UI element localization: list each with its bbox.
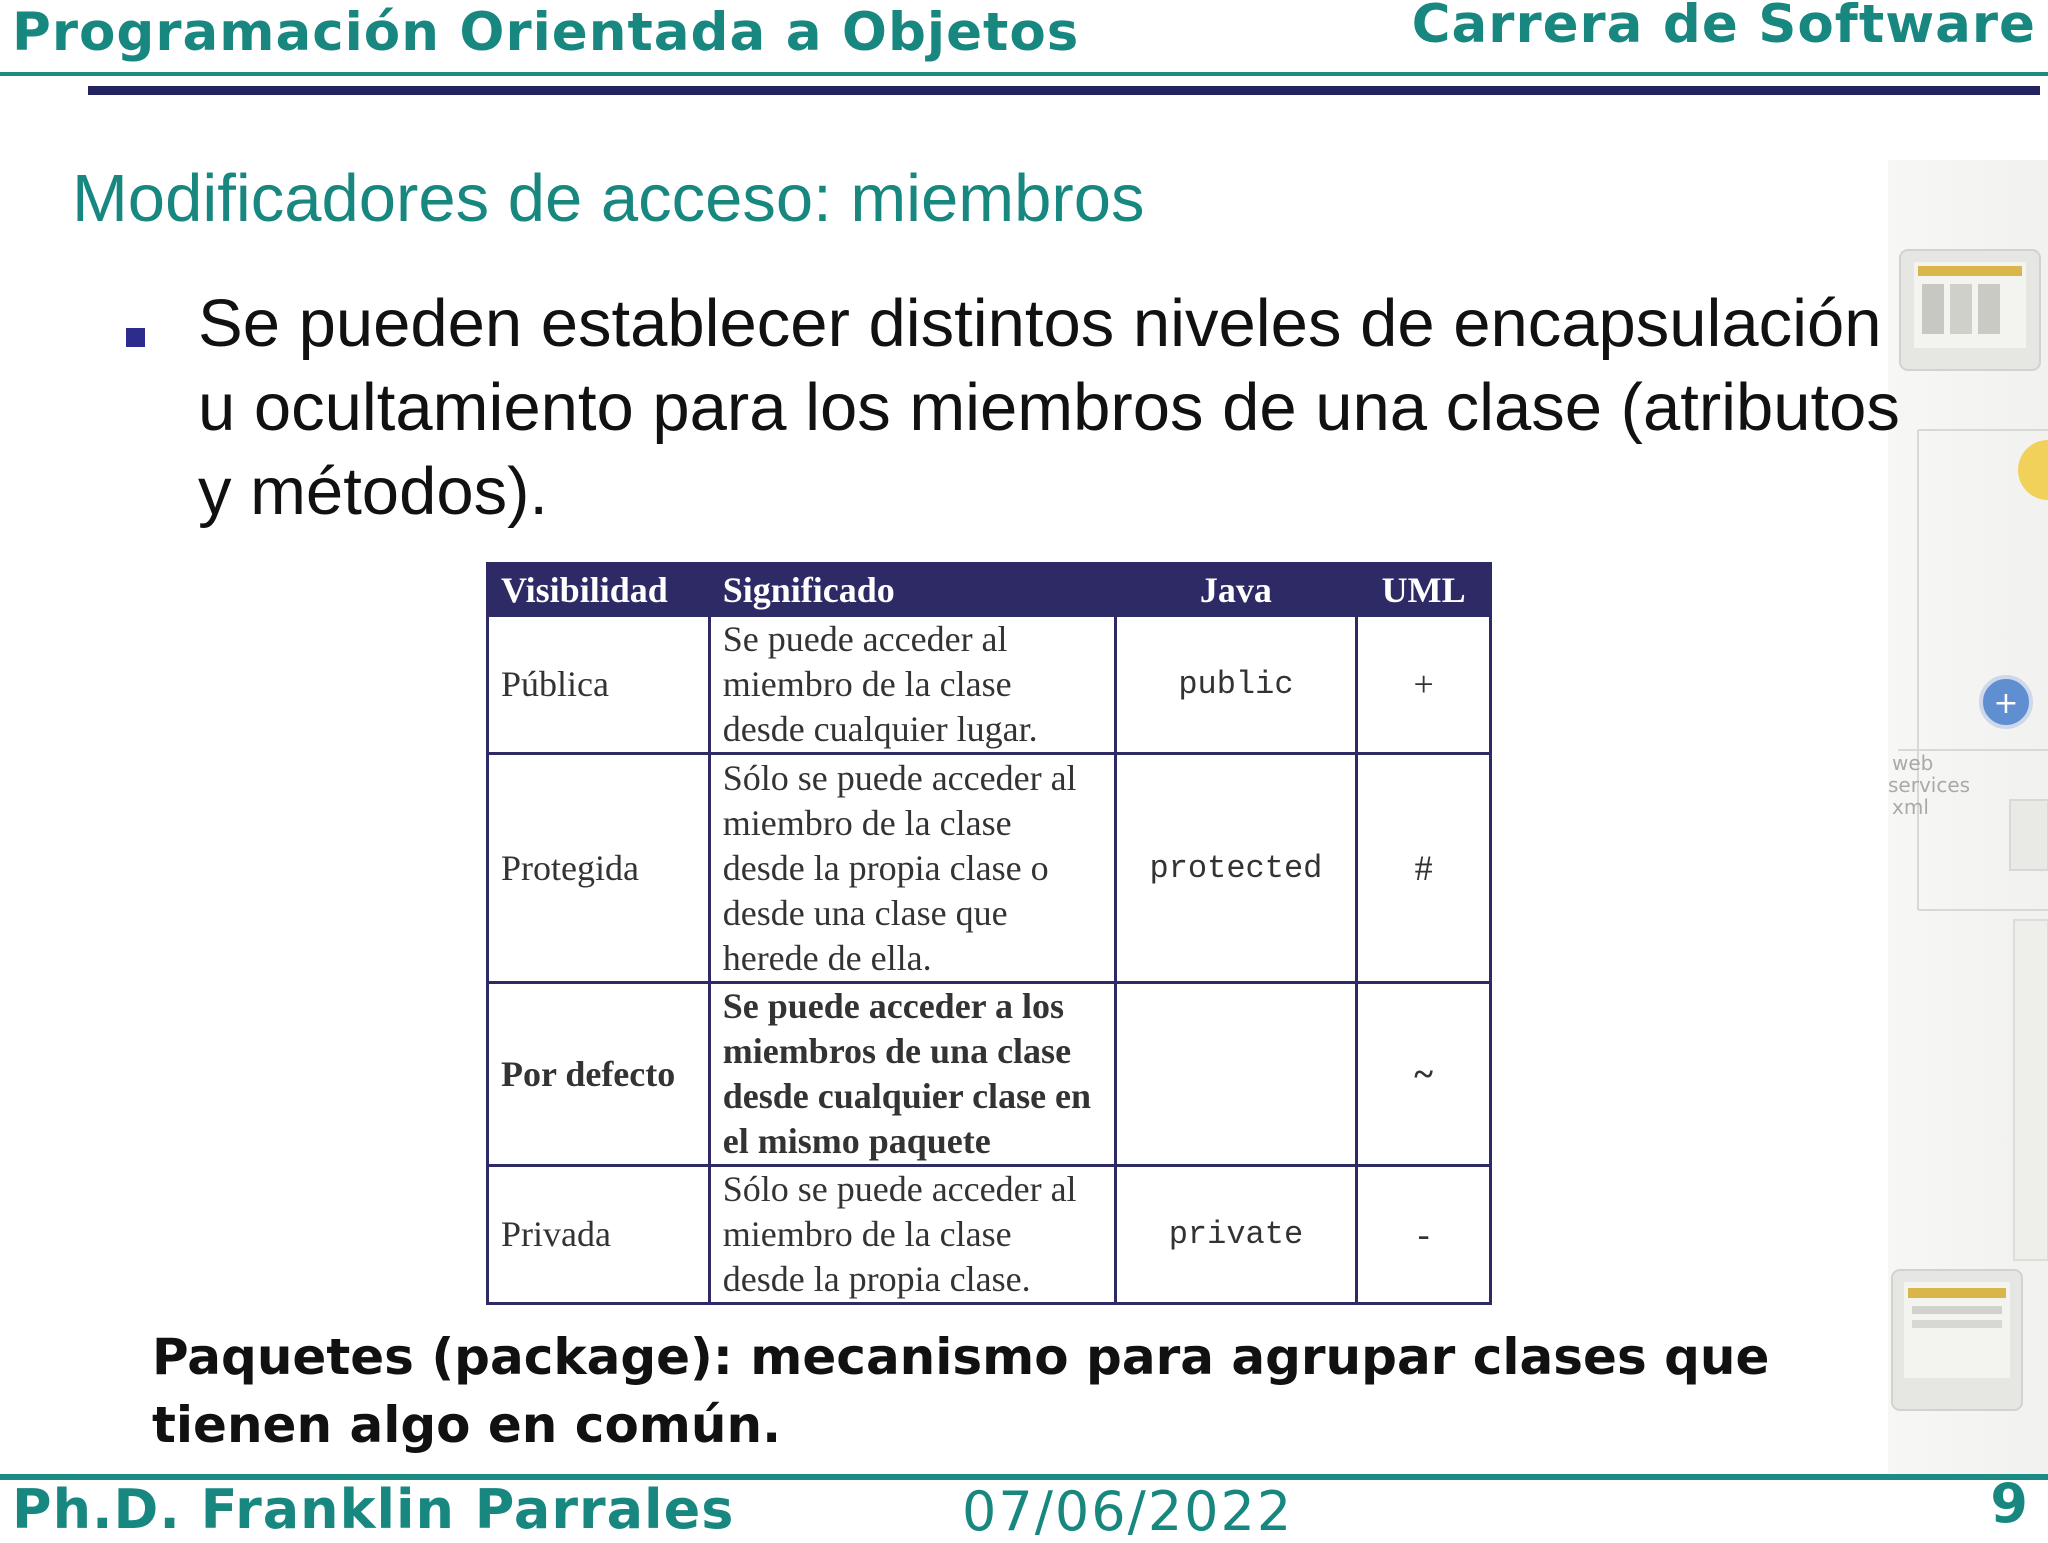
plus-badge-icon: [1981, 677, 2031, 727]
table-header-row: [488, 564, 1491, 616]
table-row: [488, 983, 1491, 1166]
header-meaning: Significado: [709, 564, 1115, 616]
svg-text:xml: xml: [1892, 795, 1929, 819]
svg-text:services: services: [1888, 773, 1971, 797]
visibility-cell: Pública: [488, 616, 710, 754]
visibility-cell: Protegida: [488, 754, 710, 983]
header-java: Java: [1115, 564, 1357, 616]
header-divider-navy: [88, 86, 2040, 95]
uml-symbol-cell: -: [1357, 1166, 1491, 1304]
page-number: 9: [1990, 1472, 2028, 1535]
table-row: [488, 754, 1491, 983]
meaning-cell: Sólo se puede acceder al miembro de la clase desde la propia clase o desde una clase que herede de ella.: [709, 754, 1115, 983]
package-note: Paquetes (package): mecanismo para agrupar clases que tienen algo en común.: [152, 1328, 1770, 1454]
bullet-text: Se pueden establecer distintos niveles de encapsulación u ocultamiento para los miembros de una clase (atributos y métodos).: [198, 286, 1900, 529]
uml-symbol-cell: ~: [1357, 983, 1491, 1166]
java-keyword-cell: private: [1115, 1166, 1357, 1304]
server-tower-icon: [2014, 920, 2048, 1260]
meaning-cell: Se puede acceder al miembro de la clase desde cualquier lugar.: [709, 616, 1115, 754]
meaning-cell: Se puede acceder a los miembros de una clase desde cualquier clase en el mismo paquete: [709, 983, 1115, 1166]
header-visibility: Visibilidad: [488, 564, 710, 616]
header-uml: UML: [1357, 564, 1491, 616]
footer-author: Ph.D. Franklin Parrales: [12, 1478, 735, 1541]
table-row: [488, 1166, 1491, 1304]
svg-text:+: +: [1993, 686, 2019, 721]
bullet-square-icon: [126, 328, 145, 347]
course-title: Programación Orientada a Objetos: [12, 2, 1080, 63]
slide-title: Modificadores de acceso: miembros: [72, 161, 1145, 236]
uml-symbol-cell: +: [1357, 616, 1491, 754]
meaning-cell: Sólo se puede acceder al miembro de la clase desde la propia clase.: [709, 1166, 1115, 1304]
java-keyword-cell: public: [1115, 616, 1357, 754]
java-keyword-cell: [1115, 983, 1357, 1166]
java-keyword-cell: protected: [1115, 754, 1357, 983]
monitor-icon-top: [1900, 250, 2040, 370]
server-icon-mid: [2010, 800, 2048, 870]
svg-text:web: web: [1892, 751, 1934, 775]
yellow-badge: [2018, 440, 2048, 500]
visibility-cell: Privada: [488, 1166, 710, 1304]
monitor-icon-bottom: [1892, 1270, 2022, 1410]
table-row: [488, 616, 1491, 754]
program-title: Carrera de Software: [1411, 0, 2036, 55]
web-services-label: [1888, 751, 1970, 819]
visibility-cell: Por defecto: [488, 983, 710, 1166]
header-divider-teal: [0, 72, 2048, 76]
footer-date: 07/06/2022: [962, 1480, 1294, 1543]
uml-symbol-cell: #: [1357, 754, 1491, 983]
visibility-table: [486, 562, 1492, 1305]
